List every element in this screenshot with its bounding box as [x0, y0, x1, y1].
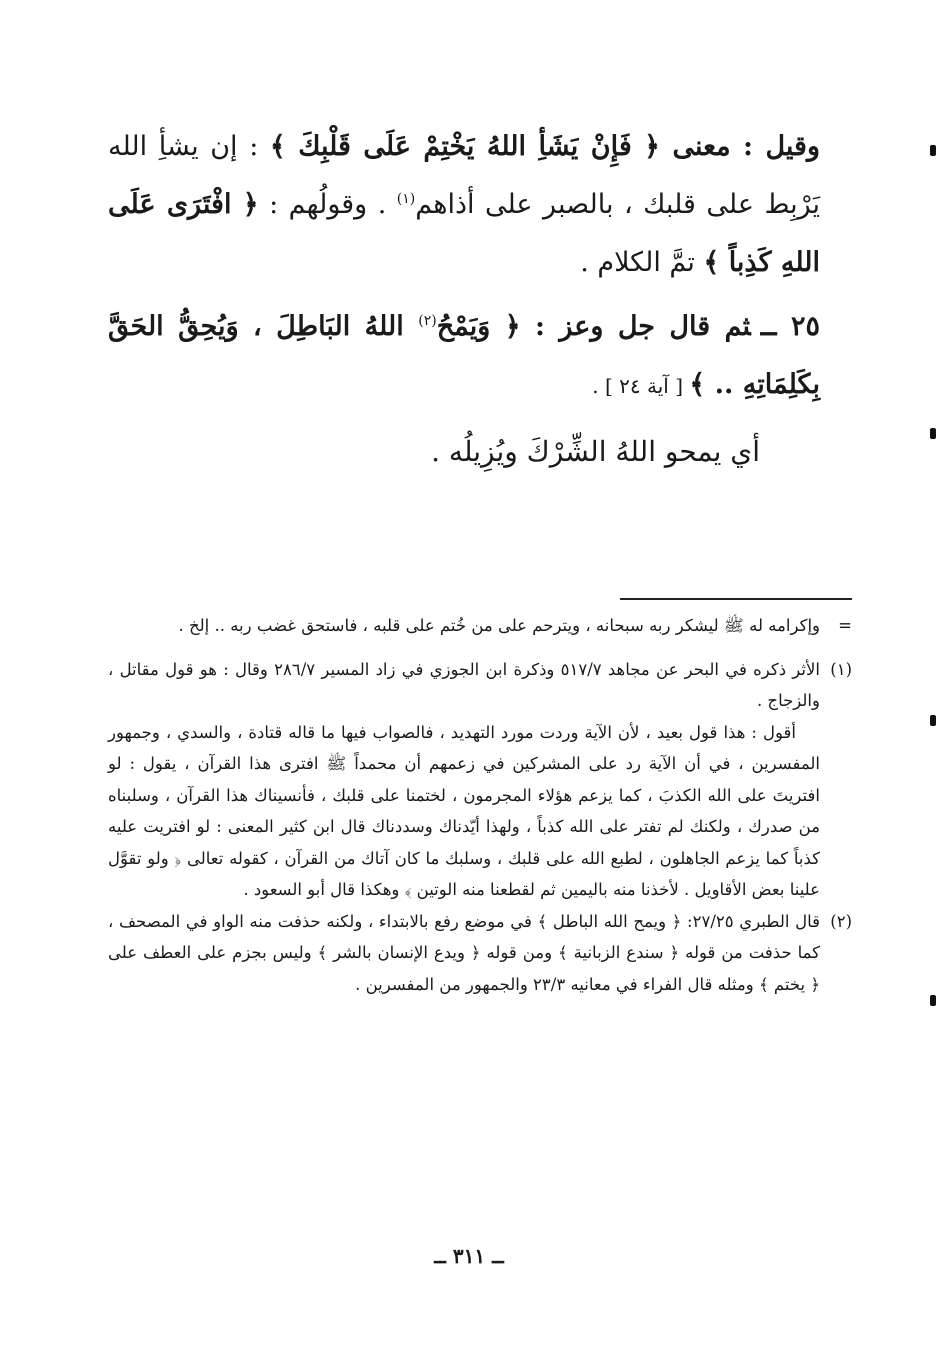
footnote-number: (٢) — [830, 911, 852, 931]
footnote-text: وإكرامه له ﷺ ليشكر ربه سبحانه ، ويترحم على من خُتم على قلبه ، فاستحق غضب ربه .. إلخ . — [178, 616, 820, 635]
footnote-ref-2[interactable]: (٢) — [418, 313, 437, 329]
quran-verse: ﴿ فَإِنْ يَشَأِ اللهُ يَخْتِمْ عَلَى قَلْبِكَ ﴾ — [269, 131, 660, 162]
paragraph-3: أي يمحو اللهُ الشِّرْكَ ويُزِيلُه . — [431, 435, 760, 468]
lead-phrase: وقيل : معنى — [660, 131, 820, 162]
commentary-text: : إن يشأِ الله يَرْبِط على قلبك ، بالصبر على أذاهم — [108, 131, 821, 220]
scan-mark — [930, 715, 936, 726]
paragraph-1 — [108, 118, 820, 292]
footnote-text: قال الطبري ٢٧/٢٥: ﴿ ويمح الله الباطل ﴾ في موضع رفع بالابتداء ، ولكنه حذفت منه الواو في المصحف ، كما حذفت من قوله ﴿ سندع الزبانية ﴾ ومن قوله ﴿ ويدع الإنسان بالشر ﴾ وليس بجزم على العطف على ﴿ يختم ﴾ ومثله قال الفراء في معانيه ٢٣/٣ والجمهور من المفسرين . — [108, 911, 820, 994]
continuation-mark: = — [838, 616, 852, 635]
footnote-ref-1[interactable]: (١) — [396, 191, 416, 207]
quran-verse: ﴿ وَيَمْحُ — [436, 311, 521, 342]
quran-verse: ﴿ افْتَرَى عَلَى اللهِ كَذِباً ﴾ — [108, 189, 820, 278]
footnotes — [108, 610, 852, 1000]
page-number: ــ ٣١١ ــ — [434, 1244, 504, 1268]
footnote-2 — [108, 906, 852, 1001]
commentary-text: . وقولُهم : — [258, 189, 397, 220]
item-number: ٢٥ ــ — [760, 311, 820, 342]
ayah-reference: [ آية ٢٤ ] . — [592, 374, 690, 398]
footnote-text: الأثر ذكره في البحر عن مجاهد ٥١٧/٧ وذكرة ابن الجوزي في زاد المسير ٢٨٦/٧ وقال : هو قول مقاتل ، والزجاج . — [108, 659, 820, 710]
footnote-1 — [108, 654, 852, 906]
scan-mark — [930, 145, 936, 156]
footnote-continuation — [108, 610, 852, 642]
footnote-separator — [620, 598, 852, 600]
main-text — [108, 118, 820, 481]
footnote-number: (١) — [830, 659, 852, 679]
lead-phrase: ثم قال جل وعز : — [520, 311, 751, 342]
commentary-text: تمَّ الكلام . — [580, 247, 704, 278]
scan-mark — [930, 428, 936, 439]
paragraph-2 — [108, 298, 820, 415]
footnote-text: أقول : هذا قول بعيد ، لأن الآية وردت مورد التهديد ، فالصواب فيها ما قاله قتادة ، والسدي ، وجمهور المفسرين ، في أن الآية رد على المشركين في زعمهم أن محمداً ﷺ افترى هذا القرآن ، يقول : لو افتريتَ على الله الكذبَ ، كما يزعم هؤلاء المجرمون ، لختمنا على قلبك ، فأنسيناك هذا القرآن ، وسلبناه من صدرك ، ولكنك لم تفتر على الله كذباً ، ولهذا أيّدناك وسددناك قال ابن كثير المعنى : لو افتريت عليه كذباً كما يزعم الجاهلون ، لطبع الله على قلبك ، وسلبك ما كان آتاك من القرآن ، كقوله تعالى ﴿ ولو تقوَّل علينا بعض الأقاويل . لأخذنا منه باليمين ثم لقطعنا منه الوتين ﴾ وهكذا قال أبو السعود . — [108, 722, 820, 899]
quran-verse: اللهُ البَاطِلَ ، وَيُحِقُّ الحَقَّ بِكَلِمَاتِهِ .. ﴾ — [108, 311, 820, 400]
scan-mark — [930, 995, 936, 1006]
